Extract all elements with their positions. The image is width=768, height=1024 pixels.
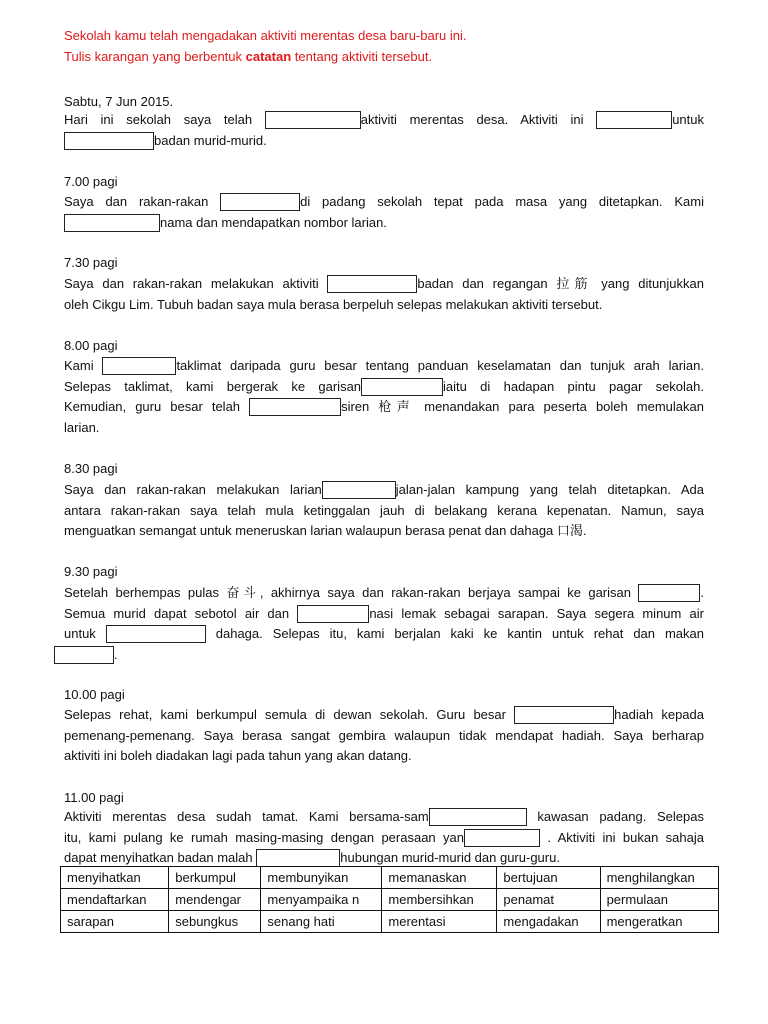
- instruction-line-1: Sekolah kamu telah mengadakan aktiviti merentas desa baru-baru ini.: [64, 28, 467, 43]
- word-cell: bertujuan: [497, 867, 600, 889]
- time-heading: 11.00 pagi: [64, 790, 124, 805]
- word-cell: menyampaika n: [261, 889, 382, 911]
- para-line: [64, 828, 704, 849]
- text: hadiah kepada: [614, 707, 704, 722]
- text: Kami: [64, 358, 94, 373]
- para-line: [64, 356, 704, 377]
- answer-blank[interactable]: [327, 275, 417, 293]
- answer-blank[interactable]: [54, 646, 114, 664]
- entry-date: Sabtu, 7 Jun 2015.: [64, 94, 174, 109]
- text: oleh Cikgu Lim. Tubuh badan saya mula berasa berpeluh selepas melakukan aktiviti tersebut.: [64, 296, 603, 312]
- word-cell: penamat: [497, 889, 600, 911]
- text: nasi lemak sebagai sarapan. Saya segera minum air: [369, 605, 704, 621]
- time-heading: 7.30 pagi: [64, 255, 118, 270]
- para-line: [64, 295, 704, 316]
- text: Setelah berhempas pulas 奋斗, akhirnya saya dan rakan-rakan berjaya sampai ke garisan: [64, 585, 631, 600]
- para-line: [64, 480, 704, 501]
- text: Hari ini sekolah saya telah: [64, 112, 253, 127]
- answer-blank[interactable]: [106, 625, 206, 643]
- text: iaitu di hadapan pintu pagar sekolah.: [443, 378, 704, 394]
- text: siren 枪声 menandakan para peserta boleh memulakan: [341, 399, 704, 415]
- answer-blank[interactable]: [322, 481, 396, 499]
- time-heading: 8.00 pagi: [64, 338, 118, 353]
- answer-blank[interactable]: [102, 357, 176, 375]
- word-bank-row: [61, 911, 719, 933]
- paragraph-800: [64, 356, 704, 438]
- instruction-line-2: [64, 47, 432, 67]
- time-heading: 10.00 pagi: [64, 687, 125, 702]
- paragraph-930: [64, 583, 704, 665]
- text: Aktiviti merentas desa sudah tamat. Kami bersama-sam: [64, 809, 429, 824]
- text: taklimat daripada guru besar tentang panduan keselamatan dan tunjuk arah larian.: [176, 358, 704, 373]
- word-cell: berkumpul: [169, 867, 261, 889]
- instruction-text: Tulis karangan yang berbentuk: [64, 49, 246, 64]
- text: Semua murid dapat sebotol air dan: [64, 605, 290, 621]
- para-line: [64, 110, 704, 131]
- para-line: [64, 501, 704, 522]
- word-cell: menyihatkan: [61, 867, 169, 889]
- para-line: [64, 705, 704, 726]
- answer-blank[interactable]: [265, 111, 361, 129]
- word-cell: merentasi: [382, 911, 497, 933]
- instruction-text-end: tentang aktiviti tersebut.: [291, 49, 433, 64]
- para-line: [64, 521, 704, 542]
- answer-blank[interactable]: [638, 584, 700, 602]
- text: itu, kami pulang ke rumah masing-masing dengan perasaan yan: [64, 829, 464, 845]
- word-cell: membunyikan: [261, 867, 382, 889]
- text: untuk: [64, 626, 96, 642]
- paragraph-830: [64, 480, 704, 542]
- text: jalan-jalan kampung yang telah ditetapkan. Ada: [395, 482, 704, 497]
- para-line: [64, 746, 704, 767]
- text: .: [114, 646, 118, 662]
- paragraph-1100: [64, 807, 704, 869]
- word-cell: memanaskan: [382, 867, 497, 889]
- answer-blank[interactable]: [596, 111, 672, 129]
- answer-blank[interactable]: [514, 706, 614, 724]
- time-heading: 8.30 pagi: [64, 461, 118, 476]
- text: aktiviti merentas desa. Aktiviti ini: [360, 112, 584, 127]
- answer-blank[interactable]: [220, 193, 300, 211]
- text: aktiviti ini boleh diadakan lagi pada tahun yang akan datang.: [64, 748, 412, 764]
- paragraph-1000: [64, 705, 704, 767]
- text: badan dan regangan 拉筋 yang ditunjukkan: [417, 276, 704, 291]
- para-line: [64, 397, 704, 418]
- text: . Aktiviti ini bukan sahaja: [547, 829, 704, 845]
- word-bank-row: [61, 867, 719, 889]
- instruction-bold-word: catatan: [245, 49, 292, 64]
- answer-blank[interactable]: [256, 849, 340, 867]
- word-cell: mendaftarkan: [61, 889, 169, 911]
- para-line: [64, 624, 704, 645]
- text: nama dan mendapatkan nombor larian.: [160, 214, 387, 230]
- answer-blank[interactable]: [361, 378, 443, 396]
- para-line: [64, 807, 704, 828]
- text: Selepas taklimat, kami bergerak ke garisan: [64, 378, 362, 394]
- text: untuk: [672, 112, 704, 127]
- text: di padang sekolah tepat pada masa yang ditetapkan. Kami: [300, 194, 704, 209]
- answer-blank[interactable]: [64, 132, 154, 150]
- word-cell: sebungkus: [169, 911, 261, 933]
- text: Selepas rehat, kami berkumpul semula di dewan sekolah. Guru besar: [64, 707, 506, 722]
- text: menguatkan semangat untuk meneruskan larian walaupun berasa penat dan dahaga 口渴.: [64, 523, 587, 539]
- para-line: [64, 213, 704, 234]
- text: Saya dan rakan-rakan: [64, 194, 209, 209]
- para-line: [54, 645, 704, 666]
- word-cell: membersihkan: [382, 889, 497, 911]
- time-heading: 7.00 pagi: [64, 174, 118, 189]
- word-bank-row: [61, 889, 719, 911]
- text: .: [700, 585, 704, 600]
- answer-blank[interactable]: [429, 808, 527, 826]
- text: Kemudian, guru besar telah: [64, 399, 241, 415]
- para-line: [64, 377, 704, 398]
- word-cell: senang hati: [261, 911, 382, 933]
- word-cell: mengadakan: [497, 911, 600, 933]
- answer-blank[interactable]: [464, 829, 540, 847]
- para-line: [64, 583, 704, 604]
- word-cell: sarapan: [61, 911, 169, 933]
- answer-blank[interactable]: [64, 214, 160, 232]
- word-cell: menghilangkan: [600, 867, 718, 889]
- answer-blank[interactable]: [297, 605, 369, 623]
- para-line: [64, 131, 704, 152]
- paragraph-730: [64, 274, 704, 315]
- word-bank-table: [60, 866, 719, 933]
- intro-paragraph: [64, 110, 704, 151]
- word-cell: permulaan: [600, 889, 718, 911]
- para-line: [64, 192, 704, 213]
- para-line: [64, 274, 704, 295]
- answer-blank[interactable]: [249, 398, 341, 416]
- text: Saya dan rakan-rakan melakukan larian: [64, 482, 322, 497]
- word-cell: mengeratkan: [600, 911, 718, 933]
- time-heading: 9.30 pagi: [64, 564, 118, 579]
- text: dapat menyihatkan badan malah: [64, 850, 253, 866]
- paragraph-700: [64, 192, 704, 233]
- text: Saya dan rakan-rakan melakukan aktiviti: [64, 276, 319, 291]
- para-line: [64, 604, 704, 625]
- para-line: [64, 726, 704, 747]
- text: hubungan murid-murid dan guru-guru.: [340, 850, 560, 866]
- para-line: [64, 418, 704, 439]
- text: kawasan padang. Selepas: [537, 809, 704, 824]
- word-cell: mendengar: [169, 889, 261, 911]
- text: pemenang-pemenang. Saya berasa sangat gembira walaupun tidak mendapat hadiah. Saya berharap: [64, 727, 704, 743]
- text: dahaga. Selepas itu, kami berjalan kaki ke kantin untuk rehat dan makan: [215, 626, 704, 642]
- text: antara rakan-rakan saya telah mula ketinggalan jauh di belakang kerana kepenatan. Namun, saya: [64, 502, 704, 518]
- text: badan murid-murid.: [154, 132, 267, 148]
- text: larian.: [64, 419, 100, 435]
